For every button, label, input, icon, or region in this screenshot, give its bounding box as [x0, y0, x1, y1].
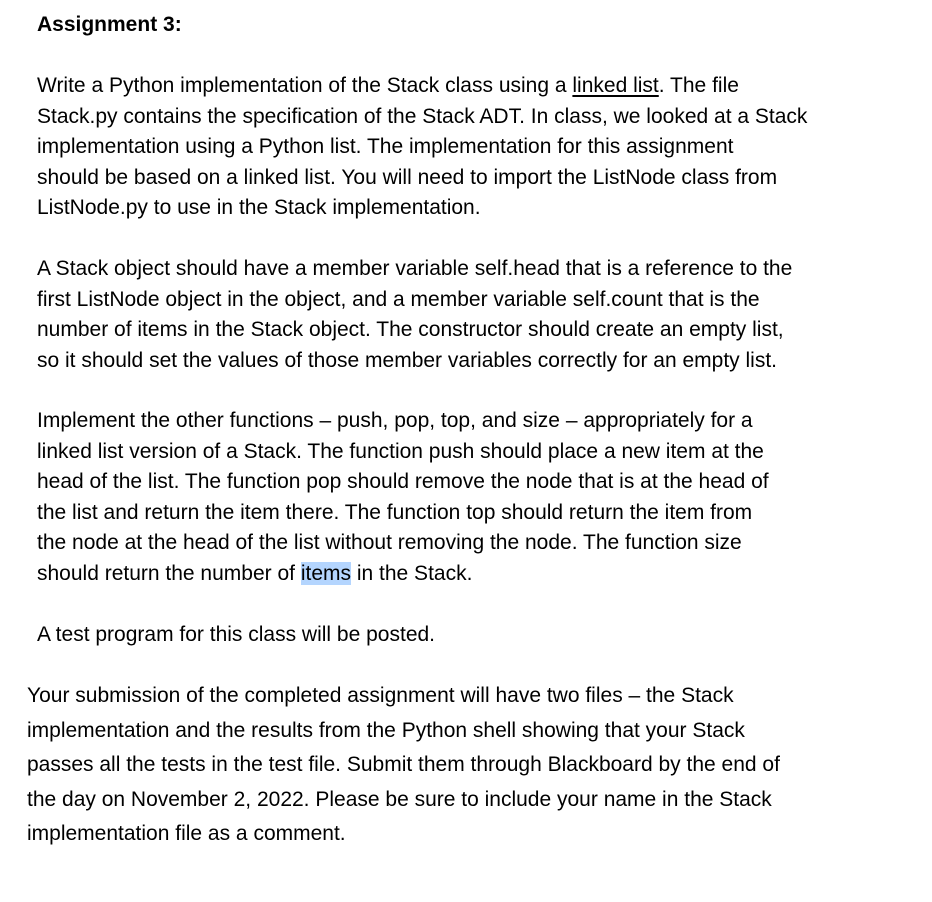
text-line: the day on November 2, 2022. Please be sure to include your name in the Stack: [27, 787, 772, 811]
text-line: ListNode.py to use in the Stack implementation.: [37, 196, 481, 219]
text-line: implementation using a Python list. The implementation for this assignment: [37, 135, 734, 158]
underlined-phrase: linked list: [572, 74, 659, 97]
text-line: A test program for this class will be posted.: [37, 623, 436, 646]
text-line: A Stack object should have a member variable self.head that is a reference to the: [37, 257, 793, 280]
text-line: the list and return the item there. The function top should return the item from: [37, 500, 753, 524]
text-line: [37, 559, 917, 590]
text-line: Your submission of the completed assignment will have two files – the Stack: [27, 684, 734, 707]
text-segment: . The file: [658, 74, 739, 97]
text-line: the node at the head of the list without removing the node. The function size: [37, 531, 742, 554]
text-line: so it should set the values of those member variables correctly for an empty list.: [37, 348, 777, 372]
assignment-title: Assignment 3:: [37, 13, 182, 36]
text-line: implementation file as a comment.: [27, 822, 346, 845]
paragraph-submission: [27, 679, 907, 852]
selected-text[interactable]: items: [300, 561, 352, 585]
paragraph-intro: [37, 71, 917, 224]
text-line: Implement the other functions – push, pop, top, and size – appropriately for a: [37, 409, 753, 432]
paragraph-member-variables: [37, 254, 917, 376]
text-line: Stack.py contains the specification of the Stack ADT. In class, we looked at a Stack: [37, 104, 808, 128]
text-line: should be based on a linked list. You will need to import the ListNode class from: [37, 165, 778, 189]
text-line: head of the list. The function pop should remove the node that is at the head of: [37, 470, 769, 493]
text-line: linked list version of a Stack. The function push should place a new item at the: [37, 439, 764, 463]
text-line: first ListNode object in the object, and a member variable self.count that is the: [37, 287, 760, 311]
paragraph-functions: [37, 406, 917, 589]
paragraph-test-program: [37, 620, 917, 651]
text-segment: Write a Python implementation of the Stack class using a: [37, 74, 573, 97]
text-segment: in the Stack.: [351, 561, 473, 585]
text-line: implementation and the results from the Python shell showing that your Stack: [27, 718, 745, 742]
text-segment: should return the number of: [37, 561, 301, 585]
text-line: passes all the tests in the test file. Submit them through Blackboard by the end of: [27, 753, 780, 776]
text-line: number of items in the Stack object. The constructor should create an empty list,: [37, 318, 784, 341]
text-line: [37, 71, 917, 102]
